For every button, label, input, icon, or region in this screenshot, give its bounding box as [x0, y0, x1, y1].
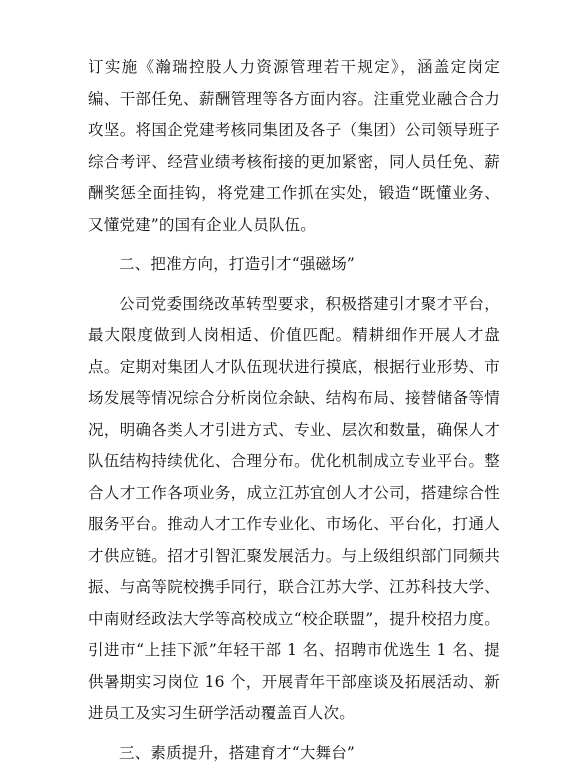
paragraph-continued: 订实施《瀚瑞控股人力资源管理若干规定》，涵盖定岗定编、干部任免、薪酬管理等各方面内容。注重党业融合合力攻坚。将国企党建考核同集团及各子（集团）公司领导班子综合考评、经营业绩考核衔接的更加紧密，同人员任免、薪酬奖惩全面挂钩，将党建工作抓在实处，锻造“既懂业务、又懂党建”的国有企业人员队伍。 [88, 52, 500, 241]
section-gap [88, 241, 500, 249]
section-heading-2: 二、把准方向，打造引才“强磁场” [88, 249, 500, 281]
paragraph-body: 公司党委围绕改革转型要求，积极搭建引才聚才平台，最大限度做到人岗相适、价值匹配。精耕细作开展人才盘点。定期对集团人才队伍现状进行摸底，根据行业形势、市场发展等情况综合分析岗位余缺、结构布局、接替储备等情况，明确各类人才引进方式、专业、层次和数量，确保人才队伍结构持续优化、合理分布。优化机制成立专业平台。整合人才工作各项业务，成立江苏宜创人才公司，搭建综合性服务平台。推动人才工作专业化、市场化、平台化，打通人才供应链。招才引智汇聚发展活力。与上级组织部门同频共振、与高等院校携手同行，联合江苏大学、江苏科技大学、中南财经政法大学等高校成立“校企联盟”，提升校招力度。引进市“上挂下派”年轻干部 1 名、招聘市优选生 1 名、提供暑期实习岗位 16 个，开展青年干部座谈及拓展活动、新进员工及实习生研学活动覆盖百人次。 [88, 289, 500, 730]
section-gap [88, 730, 500, 738]
document-body [88, 52, 500, 769]
section-gap [88, 281, 500, 289]
section-heading-3: 三、素质提升，搭建育才“大舞台” [88, 738, 500, 769]
